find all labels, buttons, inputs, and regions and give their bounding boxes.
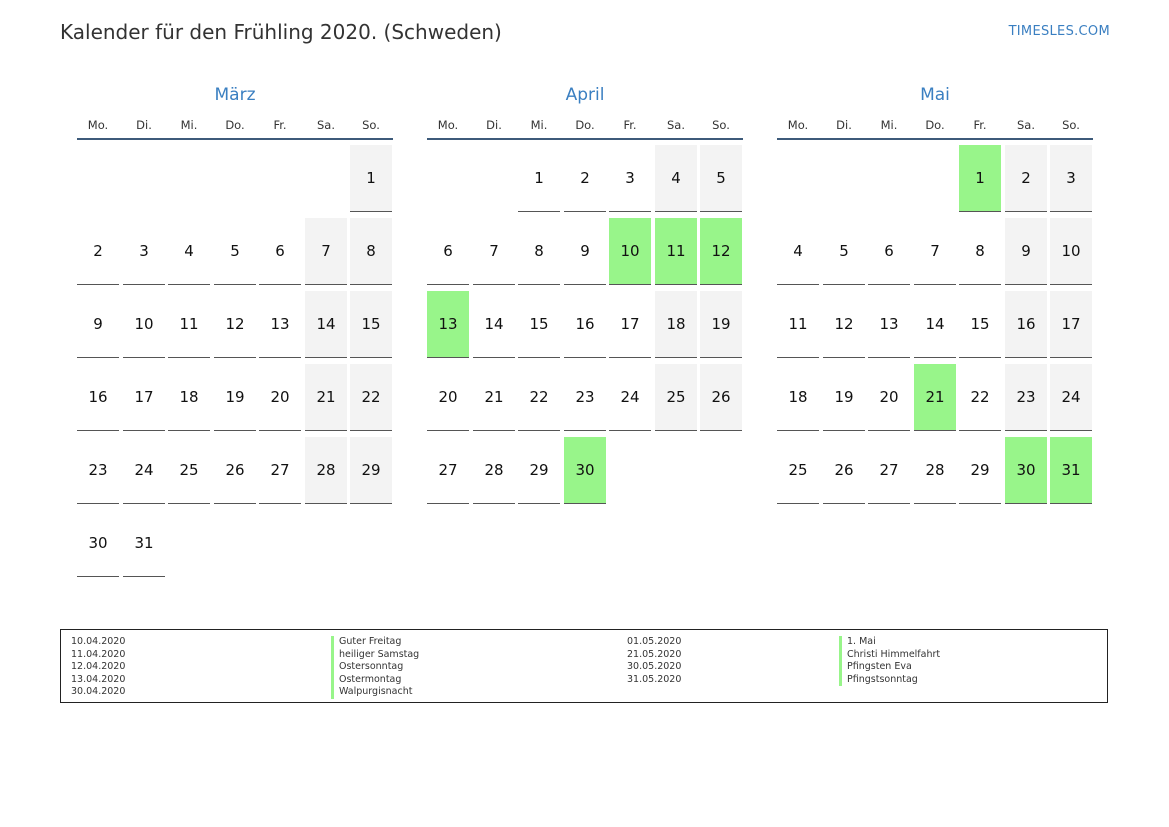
- day-cell[interactable]: 19: [214, 364, 256, 431]
- weekday-label: Sa.: [666, 118, 685, 132]
- weekday-label: Di.: [836, 118, 852, 132]
- day-cell[interactable]: 5: [823, 218, 865, 285]
- day-cell[interactable]: 27: [259, 437, 301, 504]
- day-cell[interactable]: 1: [518, 145, 560, 212]
- day-cell[interactable]: 29: [350, 437, 392, 504]
- day-cell[interactable]: 18: [777, 364, 819, 431]
- weekday-label: Mi.: [530, 118, 548, 132]
- weekday-label: Mi.: [880, 118, 898, 132]
- day-cell[interactable]: 18: [655, 291, 697, 358]
- day-cell[interactable]: 7: [473, 218, 515, 285]
- month-calendar: [777, 84, 1093, 479]
- day-cell[interactable]: 23: [77, 437, 119, 504]
- day-cell[interactable]: 30: [1005, 437, 1047, 504]
- day-cell[interactable]: 24: [609, 364, 651, 431]
- day-cell[interactable]: 23: [564, 364, 606, 431]
- holiday-legend: [60, 629, 1108, 703]
- legend-date: 10.04.2020: [71, 636, 126, 647]
- weekday-label: Do.: [925, 118, 945, 132]
- day-cell[interactable]: 2: [1005, 145, 1047, 212]
- day-cell[interactable]: 5: [700, 145, 742, 212]
- weekday-label: Mo.: [787, 118, 809, 132]
- legend-date: 30.04.2020: [71, 686, 126, 697]
- day-cell[interactable]: 5: [214, 218, 256, 285]
- day-cell[interactable]: 17: [1050, 291, 1092, 358]
- day-cell[interactable]: 19: [823, 364, 865, 431]
- legend-names-column: [839, 636, 940, 686]
- day-cell[interactable]: 10: [609, 218, 651, 285]
- month-calendar: [77, 84, 393, 552]
- day-cell[interactable]: 22: [350, 364, 392, 431]
- day-cell[interactable]: 3: [609, 145, 651, 212]
- legend-date: 30.05.2020: [627, 661, 682, 672]
- legend-holiday-name: Guter Freitag: [331, 636, 419, 649]
- weekday-label: Fr.: [973, 118, 987, 132]
- day-cell[interactable]: 14: [473, 291, 515, 358]
- month-name: Mai: [920, 85, 950, 105]
- day-cell[interactable]: 24: [1050, 364, 1092, 431]
- day-cell[interactable]: 10: [1050, 218, 1092, 285]
- day-cell[interactable]: 14: [305, 291, 347, 358]
- legend-holiday-name: Ostermontag: [331, 674, 419, 687]
- day-cell[interactable]: 29: [959, 437, 1001, 504]
- day-cell[interactable]: 16: [1005, 291, 1047, 358]
- day-cell[interactable]: 21: [473, 364, 515, 431]
- weekday-label: Mo.: [437, 118, 459, 132]
- day-cell[interactable]: 6: [427, 218, 469, 285]
- day-cell[interactable]: 24: [123, 437, 165, 504]
- day-cell[interactable]: 8: [959, 218, 1001, 285]
- day-cell[interactable]: 20: [868, 364, 910, 431]
- day-cell[interactable]: 25: [655, 364, 697, 431]
- month-calendar: [427, 84, 743, 479]
- day-cell[interactable]: 17: [609, 291, 651, 358]
- month-name: April: [565, 85, 605, 105]
- day-cell[interactable]: 8: [518, 218, 560, 285]
- day-cell[interactable]: 17: [123, 364, 165, 431]
- day-cell[interactable]: 11: [655, 218, 697, 285]
- weekday-header: [427, 116, 743, 140]
- weekday-header: [77, 116, 393, 140]
- day-cell[interactable]: 29: [518, 437, 560, 504]
- day-cell[interactable]: 6: [259, 218, 301, 285]
- day-cell[interactable]: 31: [1050, 437, 1092, 504]
- day-cell[interactable]: 4: [777, 218, 819, 285]
- day-cell[interactable]: 9: [77, 291, 119, 358]
- legend-holiday-name: Pfingstsonntag: [839, 674, 940, 687]
- day-cell[interactable]: 28: [473, 437, 515, 504]
- weekday-label: Mi.: [180, 118, 198, 132]
- legend-holiday-name: 1. Mai: [839, 636, 940, 649]
- weekday-header: [777, 116, 1093, 140]
- weekday-label: Fr.: [273, 118, 287, 132]
- day-cell[interactable]: 15: [350, 291, 392, 358]
- page-title: Kalender für den Frühling 2020. (Schweden): [60, 20, 502, 44]
- weekday-label: Do.: [575, 118, 595, 132]
- day-cell[interactable]: 28: [914, 437, 956, 504]
- day-cell[interactable]: 3: [123, 218, 165, 285]
- day-cell[interactable]: 9: [1005, 218, 1047, 285]
- day-cell[interactable]: 2: [77, 218, 119, 285]
- day-cell[interactable]: 30: [77, 510, 119, 577]
- day-cell[interactable]: 12: [700, 218, 742, 285]
- day-cell[interactable]: 26: [823, 437, 865, 504]
- day-cell[interactable]: 7: [305, 218, 347, 285]
- day-cell[interactable]: 2: [564, 145, 606, 212]
- day-cell[interactable]: 26: [214, 437, 256, 504]
- day-cell[interactable]: 25: [168, 437, 210, 504]
- weekday-label: So.: [712, 118, 730, 132]
- day-cell[interactable]: 11: [777, 291, 819, 358]
- day-cell[interactable]: 20: [427, 364, 469, 431]
- day-cell[interactable]: 27: [427, 437, 469, 504]
- weekday-label: So.: [1062, 118, 1080, 132]
- day-cell[interactable]: 4: [168, 218, 210, 285]
- day-cell[interactable]: 15: [959, 291, 1001, 358]
- weekday-label: So.: [362, 118, 380, 132]
- day-cell[interactable]: 15: [518, 291, 560, 358]
- month-name: März: [214, 85, 256, 105]
- day-cell[interactable]: 4: [655, 145, 697, 212]
- day-cell[interactable]: 6: [868, 218, 910, 285]
- day-cell[interactable]: 3: [1050, 145, 1092, 212]
- day-cell[interactable]: 11: [168, 291, 210, 358]
- day-cell[interactable]: 20: [259, 364, 301, 431]
- day-cell[interactable]: 25: [777, 437, 819, 504]
- legend-date: 01.05.2020: [627, 636, 682, 647]
- weekday-label: Di.: [136, 118, 152, 132]
- day-cell[interactable]: 28: [305, 437, 347, 504]
- day-cell[interactable]: 14: [914, 291, 956, 358]
- day-cell[interactable]: 12: [823, 291, 865, 358]
- day-cell[interactable]: 22: [518, 364, 560, 431]
- day-cell[interactable]: 8: [350, 218, 392, 285]
- legend-holiday-name: Pfingsten Eva: [839, 661, 940, 674]
- day-cell[interactable]: 21: [914, 364, 956, 431]
- legend-date: 12.04.2020: [71, 661, 126, 672]
- day-cell[interactable]: 27: [868, 437, 910, 504]
- weekday-label: Di.: [486, 118, 502, 132]
- day-cell[interactable]: 13: [427, 291, 469, 358]
- day-cell[interactable]: 21: [305, 364, 347, 431]
- day-cell[interactable]: 7: [914, 218, 956, 285]
- day-cell[interactable]: 16: [77, 364, 119, 431]
- legend-holiday-name: Ostersonntag: [331, 661, 419, 674]
- day-cell[interactable]: 1: [959, 145, 1001, 212]
- legend-date: 21.05.2020: [627, 648, 682, 660]
- day-cell[interactable]: 23: [1005, 364, 1047, 431]
- day-cell[interactable]: 1: [350, 145, 392, 212]
- day-cell[interactable]: 13: [259, 291, 301, 358]
- day-cell[interactable]: 26: [700, 364, 742, 431]
- day-cell[interactable]: 31: [123, 510, 165, 577]
- day-cell[interactable]: 16: [564, 291, 606, 358]
- legend-holiday-name: Walpurgisnacht: [331, 686, 419, 699]
- weekday-label: Mo.: [87, 118, 109, 132]
- legend-date: 31.05.2020: [627, 673, 682, 685]
- day-cell[interactable]: 18: [168, 364, 210, 431]
- legend-names-column: [331, 636, 419, 699]
- site-link[interactable]: TIMESLES.COM: [1008, 24, 1110, 39]
- day-cell[interactable]: 9: [564, 218, 606, 285]
- legend-dates-column: [71, 636, 125, 699]
- legend-date: 13.04.2020: [71, 673, 126, 685]
- legend-holiday-name: Christi Himmelfahrt: [839, 649, 940, 662]
- day-cell[interactable]: 30: [564, 437, 606, 504]
- weekday-label: Sa.: [1016, 118, 1035, 132]
- legend-holiday-name: heiliger Samstag: [331, 649, 419, 662]
- legend-dates-column: [627, 636, 681, 686]
- weekday-label: Fr.: [623, 118, 637, 132]
- legend-date: 11.04.2020: [71, 648, 126, 660]
- weekday-label: Do.: [225, 118, 245, 132]
- day-cell[interactable]: 12: [214, 291, 256, 358]
- day-cell[interactable]: 13: [868, 291, 910, 358]
- day-cell[interactable]: 22: [959, 364, 1001, 431]
- day-cell[interactable]: 19: [700, 291, 742, 358]
- day-cell[interactable]: 10: [123, 291, 165, 358]
- weekday-label: Sa.: [316, 118, 335, 132]
